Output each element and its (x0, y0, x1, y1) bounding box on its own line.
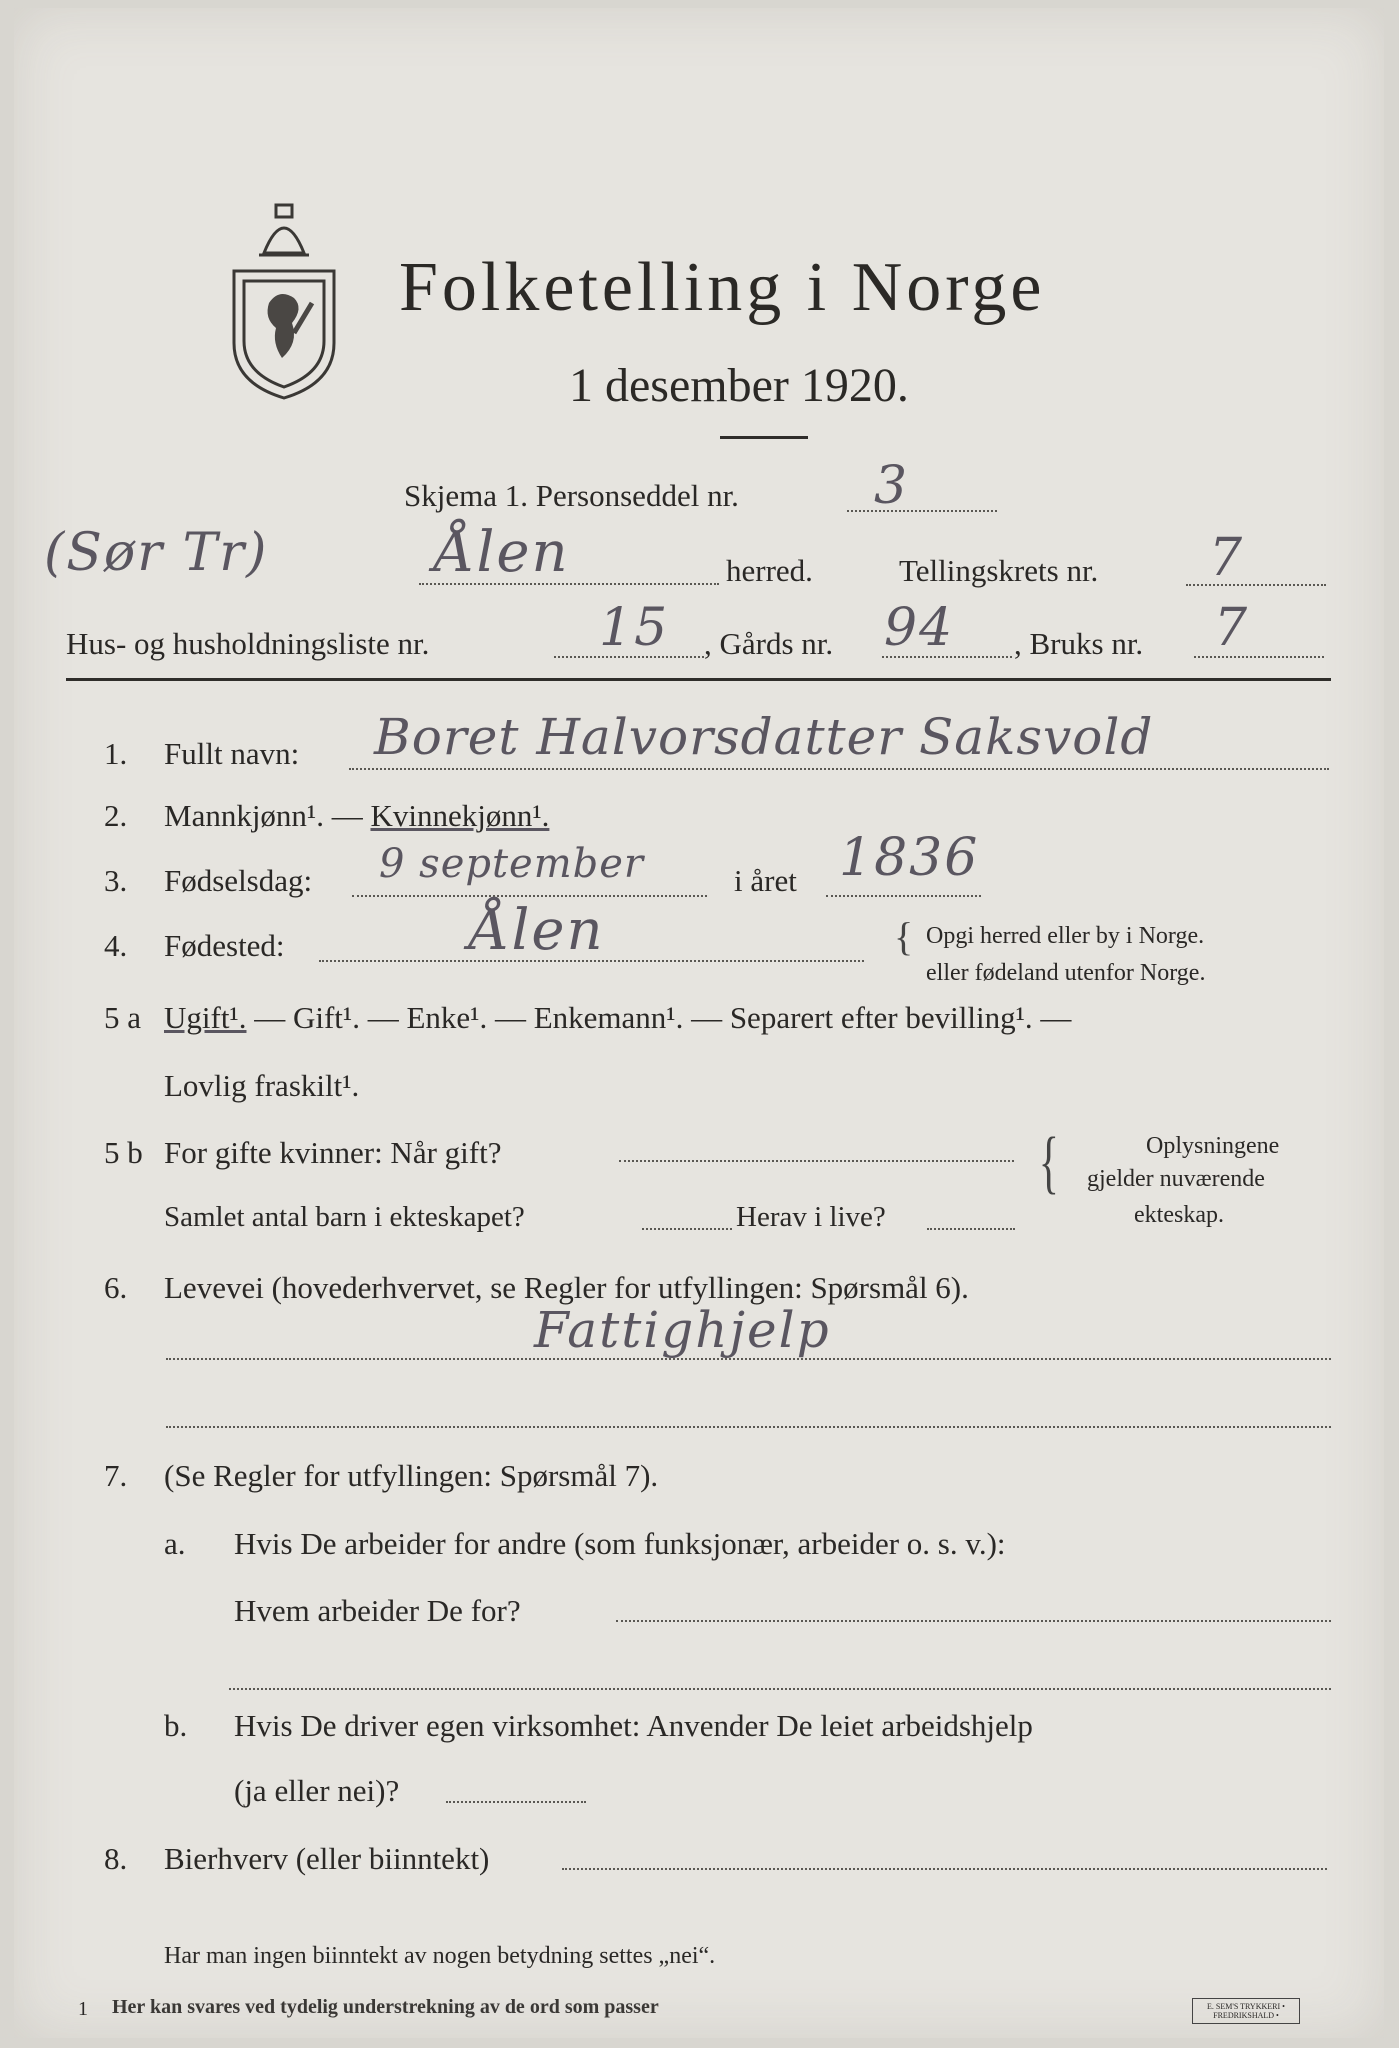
q4-note-line2: eller fødeland utenfor Norge. (926, 960, 1206, 986)
bruks-label: , Bruks nr. (1014, 626, 1144, 661)
tellingskrets-label: Tellingskrets nr. (899, 553, 1099, 588)
q4-label: Fødested: (164, 928, 285, 963)
husliste-value: 15 (599, 598, 670, 658)
gards-value: 94 (884, 598, 955, 658)
q7a-answer-line1 (616, 1620, 1331, 1622)
footnote-text: Her kan svares ved tydelig understrekning av de ord som passer (112, 1996, 659, 2018)
q4-value: Ålen (469, 898, 605, 963)
q5b-alive-line (927, 1228, 1015, 1230)
q3-label: Fødselsdag: (164, 863, 313, 898)
q8-line (562, 1868, 1327, 1870)
q7a-letter: a. (164, 1526, 186, 1561)
q6-value: Fattighjelp (534, 1301, 831, 1359)
q7a-answer-line2 (229, 1688, 1331, 1690)
tellingskrets-value: 7 (1209, 528, 1245, 588)
q3-line (352, 895, 707, 897)
printer-stamp: E. SEM'S TRYKKERI • FREDRIKSHALD • (1192, 1998, 1300, 2024)
q7b-line2: (ja eller nei)? (234, 1773, 400, 1808)
q1-number: 1. (104, 736, 128, 771)
coat-of-arms-icon (224, 193, 344, 403)
q5b-married-line (619, 1160, 1014, 1162)
q8-label: Bierhverv (eller biinntekt) (164, 1841, 490, 1876)
herred-label: herred. (726, 553, 813, 588)
q3-year-line (826, 895, 981, 897)
q5a-other-options: — Gift¹. — Enke¹. — Enkemann¹. — Separert efter bevilling¹. — (246, 1000, 1072, 1035)
q5b-number: 5 b (104, 1135, 143, 1170)
q7-label: (Se Regler for utfyllingen: Spørsmål 7). (164, 1458, 659, 1493)
q5b-note-line2: gjelder nuværende (1087, 1166, 1265, 1192)
herred-value: Ålen (434, 520, 570, 585)
q1-line (349, 768, 1329, 770)
q5b-label: For gifte kvinner: Når gift? (164, 1135, 502, 1170)
bruks-value: 7 (1214, 598, 1250, 658)
q5a-number: 5 a (104, 1000, 142, 1035)
q7a-line2: Hvem arbeider De for? (234, 1593, 521, 1628)
q7a-label: Hvis De arbeider for andre (som funksjonær, arbeider o. s. v.): (234, 1526, 1006, 1561)
q3-year-value: 1836 (839, 828, 980, 888)
q5b-note-line1: Oplysningene (1146, 1133, 1280, 1159)
title-divider (720, 436, 808, 439)
q7b-letter: b. (164, 1708, 188, 1743)
q5a-ugift-option: Ugift¹. (164, 1000, 247, 1035)
q5b-note-brace: { (1038, 1124, 1059, 1201)
header-divider (66, 678, 1331, 681)
q5a-line2: Lovlig fraskilt¹. (164, 1068, 360, 1103)
q7-number: 7. (104, 1458, 128, 1493)
q6-label: Levevei (hovederhvervet, se Regler for utfyllingen: Spørsmål 6). (164, 1270, 969, 1305)
q5b-note-line3: ekteskap. (1134, 1202, 1224, 1228)
q4-note-line1: Opgi herred eller by i Norge. (926, 923, 1205, 949)
q2-female-option: Kvinnekjønn¹. (370, 798, 550, 833)
q4-number: 4. (104, 928, 128, 963)
q2-number: 2. (104, 798, 128, 833)
gards-label: , Gårds nr. (704, 626, 834, 661)
footnote-mark: 1 (78, 1998, 88, 2020)
census-date: 1 desember 1920. (569, 359, 909, 412)
page-title: Folketelling i Norge (399, 249, 1046, 326)
husliste-label: Hus- og husholdningsliste nr. (66, 626, 430, 661)
q3-number: 3. (104, 863, 128, 898)
q4-note-brace: { (894, 914, 914, 959)
q5b-line2a: Samlet antal barn i ekteskapet? (164, 1201, 525, 1233)
q2-label (164, 798, 549, 834)
personseddel-line (847, 510, 997, 512)
q2-male-option: Mannkjønn¹. — (164, 798, 371, 833)
q6-number: 6. (104, 1270, 128, 1305)
personseddel-value: 3 (874, 456, 910, 516)
q6-line2 (166, 1426, 1331, 1428)
q5b-line2b: Herav i live? (736, 1201, 886, 1233)
q5b-children-line (642, 1228, 732, 1230)
q5a-label (164, 1000, 1071, 1036)
census-form-page (14, 8, 1384, 2038)
q1-label: Fullt navn: (164, 736, 300, 771)
skjema-label: Skjema 1. Personseddel nr. (404, 478, 739, 513)
q7b-label: Hvis De driver egen virksomhet: Anvender De leiet arbeidshjelp (234, 1708, 1033, 1743)
q7b-answer-line (446, 1801, 586, 1803)
q3-year-label: i året (734, 863, 797, 898)
bottom-note: Har man ingen biinntekt av nogen betydning settes „nei“. (164, 1943, 716, 1969)
q8-number: 8. (104, 1841, 128, 1876)
q3-value: 9 september (379, 841, 645, 887)
herred-prefix: (Sør Tr) (44, 523, 269, 583)
q1-value: Boret Halvorsdatter Saksvold (374, 708, 1154, 766)
tellingskrets-line (1186, 584, 1326, 586)
